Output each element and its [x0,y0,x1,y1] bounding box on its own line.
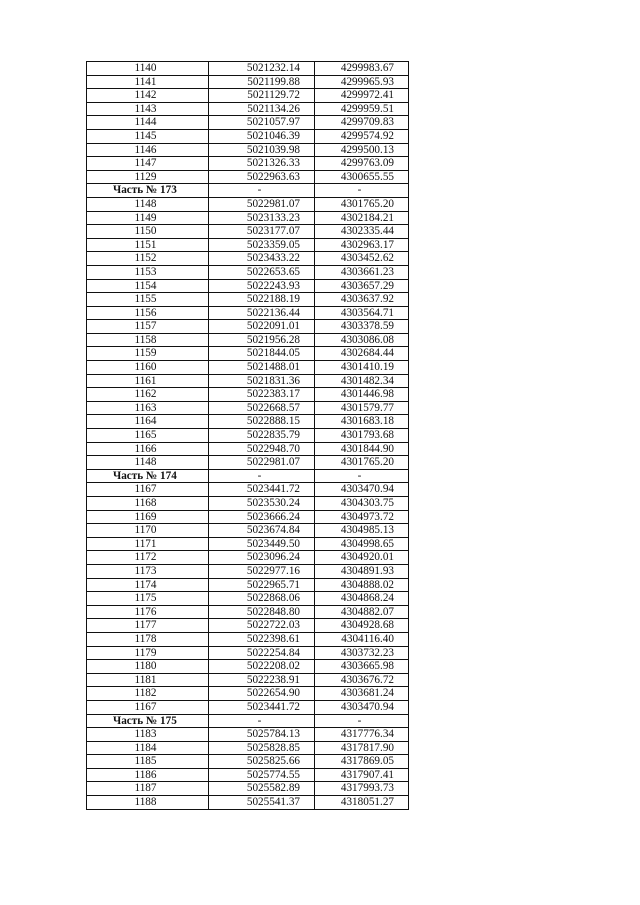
x-coordinate-cell: 5021046.39 [209,129,315,143]
x-coordinate-cell: 5021039.98 [209,143,315,157]
y-coordinate-cell: 4303470.94 [315,700,409,714]
point-number-cell: 1169 [87,510,209,524]
table-row [87,700,409,714]
point-number-cell: 1152 [87,252,209,266]
point-number-cell: 1180 [87,660,209,674]
y-coordinate-cell: 4303637.92 [315,293,409,307]
point-number-cell: 1144 [87,116,209,130]
y-coordinate-cell: - [315,714,409,728]
table-row [87,578,409,592]
table-row [87,361,409,375]
x-coordinate-cell: 5022948.70 [209,442,315,456]
y-coordinate-cell: 4299965.93 [315,75,409,89]
x-coordinate-cell: 5022654.90 [209,687,315,701]
point-number-cell: 1154 [87,279,209,293]
y-coordinate-cell: 4301683.18 [315,415,409,429]
table-row [87,483,409,497]
point-number-cell: 1140 [87,62,209,76]
point-number-cell: 1164 [87,415,209,429]
table-row [87,415,409,429]
table-row [87,129,409,143]
y-coordinate-cell: 4317993.73 [315,782,409,796]
x-coordinate-cell: 5022136.44 [209,306,315,320]
y-coordinate-cell: 4304891.93 [315,564,409,578]
y-coordinate-cell: 4301765.20 [315,197,409,211]
y-coordinate-cell: 4304973.72 [315,510,409,524]
x-coordinate-cell: - [209,184,315,198]
x-coordinate-cell: 5021326.33 [209,157,315,171]
point-number-cell: 1176 [87,605,209,619]
table-row [87,374,409,388]
x-coordinate-cell: 5022254.84 [209,646,315,660]
x-coordinate-cell: - [209,469,315,483]
point-number-cell: 1187 [87,782,209,796]
y-coordinate-cell: 4304985.13 [315,524,409,538]
y-coordinate-cell: 4303452.62 [315,252,409,266]
x-coordinate-cell: 5021057.97 [209,116,315,130]
point-number-cell: 1148 [87,456,209,470]
y-coordinate-cell: 4304888.02 [315,578,409,592]
table-row [87,456,409,470]
y-coordinate-cell: 4301482.34 [315,374,409,388]
point-number-cell: 1162 [87,388,209,402]
coordinates-table [86,61,409,810]
point-number-cell: 1160 [87,361,209,375]
point-number-cell: 1163 [87,401,209,415]
y-coordinate-cell: 4303676.72 [315,673,409,687]
point-number-cell: 1150 [87,225,209,239]
point-number-cell: 1167 [87,700,209,714]
table-row [87,293,409,307]
y-coordinate-cell: 4301793.68 [315,429,409,443]
point-number-cell: 1159 [87,347,209,361]
table-row [87,660,409,674]
y-coordinate-cell: 4303665.98 [315,660,409,674]
table-row [87,741,409,755]
table-row [87,265,409,279]
x-coordinate-cell: 5022722.03 [209,619,315,633]
x-coordinate-cell: 5023441.72 [209,700,315,714]
table-row [87,632,409,646]
y-coordinate-cell: 4303681.24 [315,687,409,701]
x-coordinate-cell: 5022981.07 [209,456,315,470]
table-row [87,551,409,565]
table-row [87,238,409,252]
section-header-row [87,714,409,728]
x-coordinate-cell: 5021844.05 [209,347,315,361]
x-coordinate-cell: 5023674.84 [209,524,315,538]
point-number-cell: 1178 [87,632,209,646]
x-coordinate-cell: 5022835.79 [209,429,315,443]
table-row [87,75,409,89]
x-coordinate-cell: 5023433.22 [209,252,315,266]
y-coordinate-cell: 4299500.13 [315,143,409,157]
table-row [87,62,409,76]
x-coordinate-cell: 5023449.50 [209,537,315,551]
point-number-cell: 1149 [87,211,209,225]
x-coordinate-cell: 5025541.37 [209,796,315,810]
x-coordinate-cell: 5021129.72 [209,89,315,103]
point-number-cell: 1175 [87,592,209,606]
y-coordinate-cell: 4317817.90 [315,741,409,755]
table-row [87,782,409,796]
table-row [87,225,409,239]
x-coordinate-cell: 5023666.24 [209,510,315,524]
table-row [87,279,409,293]
point-number-cell: 1157 [87,320,209,334]
section-label: Часть № 173 [87,184,209,198]
y-coordinate-cell: 4302335.44 [315,225,409,239]
y-coordinate-cell: 4299709.83 [315,116,409,130]
x-coordinate-cell: 5022091.01 [209,320,315,334]
table-row [87,510,409,524]
table-row [87,646,409,660]
point-number-cell: 1177 [87,619,209,633]
table-row [87,197,409,211]
x-coordinate-cell: 5021488.01 [209,361,315,375]
table-row [87,537,409,551]
y-coordinate-cell: 4303732.23 [315,646,409,660]
point-number-cell: 1188 [87,796,209,810]
x-coordinate-cell: 5022668.57 [209,401,315,415]
y-coordinate-cell: 4317907.41 [315,768,409,782]
table-row [87,687,409,701]
x-coordinate-cell: 5022963.63 [209,170,315,184]
x-coordinate-cell: 5022888.15 [209,415,315,429]
point-number-cell: 1161 [87,374,209,388]
table-row [87,388,409,402]
x-coordinate-cell: 5022977.16 [209,564,315,578]
point-number-cell: 1186 [87,768,209,782]
y-coordinate-cell: 4304998.65 [315,537,409,551]
table-row [87,347,409,361]
point-number-cell: 1183 [87,728,209,742]
y-coordinate-cell: 4304303.75 [315,497,409,511]
y-coordinate-cell: 4299574.92 [315,129,409,143]
x-coordinate-cell: 5022208.02 [209,660,315,674]
table-row [87,768,409,782]
x-coordinate-cell: 5022398.61 [209,632,315,646]
x-coordinate-cell: 5022981.07 [209,197,315,211]
section-header-row [87,184,409,198]
y-coordinate-cell: 4301844.90 [315,442,409,456]
x-coordinate-cell: 5022848.80 [209,605,315,619]
table-row [87,497,409,511]
y-coordinate-cell: - [315,184,409,198]
x-coordinate-cell: 5023441.72 [209,483,315,497]
y-coordinate-cell: 4303378.59 [315,320,409,334]
x-coordinate-cell: 5025784.13 [209,728,315,742]
x-coordinate-cell: 5022653.65 [209,265,315,279]
table-row [87,442,409,456]
x-coordinate-cell: 5025582.89 [209,782,315,796]
point-number-cell: 1165 [87,429,209,443]
point-number-cell: 1166 [87,442,209,456]
point-number-cell: 1146 [87,143,209,157]
table-row [87,755,409,769]
y-coordinate-cell: 4304882.07 [315,605,409,619]
x-coordinate-cell: 5023133.23 [209,211,315,225]
point-number-cell: 1156 [87,306,209,320]
table-row [87,252,409,266]
point-number-cell: 1129 [87,170,209,184]
point-number-cell: 1168 [87,497,209,511]
point-number-cell: 1147 [87,157,209,171]
point-number-cell: 1155 [87,293,209,307]
y-coordinate-cell: 4318051.27 [315,796,409,810]
section-label: Часть № 175 [87,714,209,728]
point-number-cell: 1142 [87,89,209,103]
y-coordinate-cell: 4299959.51 [315,102,409,116]
y-coordinate-cell: 4302963.17 [315,238,409,252]
y-coordinate-cell: - [315,469,409,483]
point-number-cell: 1153 [87,265,209,279]
x-coordinate-cell: 5022383.17 [209,388,315,402]
table-row [87,320,409,334]
table-row [87,401,409,415]
table-row [87,102,409,116]
y-coordinate-cell: 4304868.24 [315,592,409,606]
x-coordinate-cell: 5021199.88 [209,75,315,89]
y-coordinate-cell: 4299983.67 [315,62,409,76]
y-coordinate-cell: 4301579.77 [315,401,409,415]
y-coordinate-cell: 4299763.09 [315,157,409,171]
y-coordinate-cell: 4303470.94 [315,483,409,497]
table-row [87,673,409,687]
y-coordinate-cell: 4317869.05 [315,755,409,769]
y-coordinate-cell: 4301410.19 [315,361,409,375]
y-coordinate-cell: 4304928.68 [315,619,409,633]
x-coordinate-cell: 5022238.91 [209,673,315,687]
table-row [87,429,409,443]
table-body [87,62,409,810]
section-header-row [87,469,409,483]
x-coordinate-cell: 5023096.24 [209,551,315,565]
y-coordinate-cell: 4303661.23 [315,265,409,279]
y-coordinate-cell: 4299972.41 [315,89,409,103]
point-number-cell: 1174 [87,578,209,592]
point-number-cell: 1141 [87,75,209,89]
point-number-cell: 1170 [87,524,209,538]
point-number-cell: 1171 [87,537,209,551]
x-coordinate-cell: 5025825.66 [209,755,315,769]
y-coordinate-cell: 4302684.44 [315,347,409,361]
y-coordinate-cell: 4317776.34 [315,728,409,742]
y-coordinate-cell: 4303564.71 [315,306,409,320]
y-coordinate-cell: 4304116.40 [315,632,409,646]
y-coordinate-cell: 4303086.08 [315,333,409,347]
point-number-cell: 1185 [87,755,209,769]
table-row [87,170,409,184]
point-number-cell: 1148 [87,197,209,211]
y-coordinate-cell: 4300655.55 [315,170,409,184]
y-coordinate-cell: 4302184.21 [315,211,409,225]
x-coordinate-cell: 5025774.55 [209,768,315,782]
point-number-cell: 1182 [87,687,209,701]
x-coordinate-cell: 5021134.26 [209,102,315,116]
table-row [87,796,409,810]
point-number-cell: 1173 [87,564,209,578]
x-coordinate-cell: 5022965.71 [209,578,315,592]
x-coordinate-cell: 5023359.05 [209,238,315,252]
point-number-cell: 1184 [87,741,209,755]
y-coordinate-cell: 4301765.20 [315,456,409,470]
x-coordinate-cell: 5023177.07 [209,225,315,239]
point-number-cell: 1158 [87,333,209,347]
table-row [87,619,409,633]
x-coordinate-cell: - [209,714,315,728]
point-number-cell: 1167 [87,483,209,497]
x-coordinate-cell: 5022243.93 [209,279,315,293]
point-number-cell: 1172 [87,551,209,565]
point-number-cell: 1151 [87,238,209,252]
table-row [87,333,409,347]
x-coordinate-cell: 5022188.19 [209,293,315,307]
x-coordinate-cell: 5023530.24 [209,497,315,511]
table-row [87,157,409,171]
table-row [87,89,409,103]
table-row [87,306,409,320]
x-coordinate-cell: 5021956.28 [209,333,315,347]
point-number-cell: 1143 [87,102,209,116]
table-row [87,524,409,538]
point-number-cell: 1145 [87,129,209,143]
y-coordinate-cell: 4304920.01 [315,551,409,565]
table-row [87,143,409,157]
y-coordinate-cell: 4301446.98 [315,388,409,402]
table-row [87,564,409,578]
point-number-cell: 1179 [87,646,209,660]
table-row [87,728,409,742]
point-number-cell: 1181 [87,673,209,687]
x-coordinate-cell: 5021831.36 [209,374,315,388]
x-coordinate-cell: 5025828.85 [209,741,315,755]
table-row [87,592,409,606]
table-row [87,605,409,619]
y-coordinate-cell: 4303657.29 [315,279,409,293]
x-coordinate-cell: 5022868.06 [209,592,315,606]
section-label: Часть № 174 [87,469,209,483]
table-row [87,211,409,225]
table-row [87,116,409,130]
x-coordinate-cell: 5021232.14 [209,62,315,76]
